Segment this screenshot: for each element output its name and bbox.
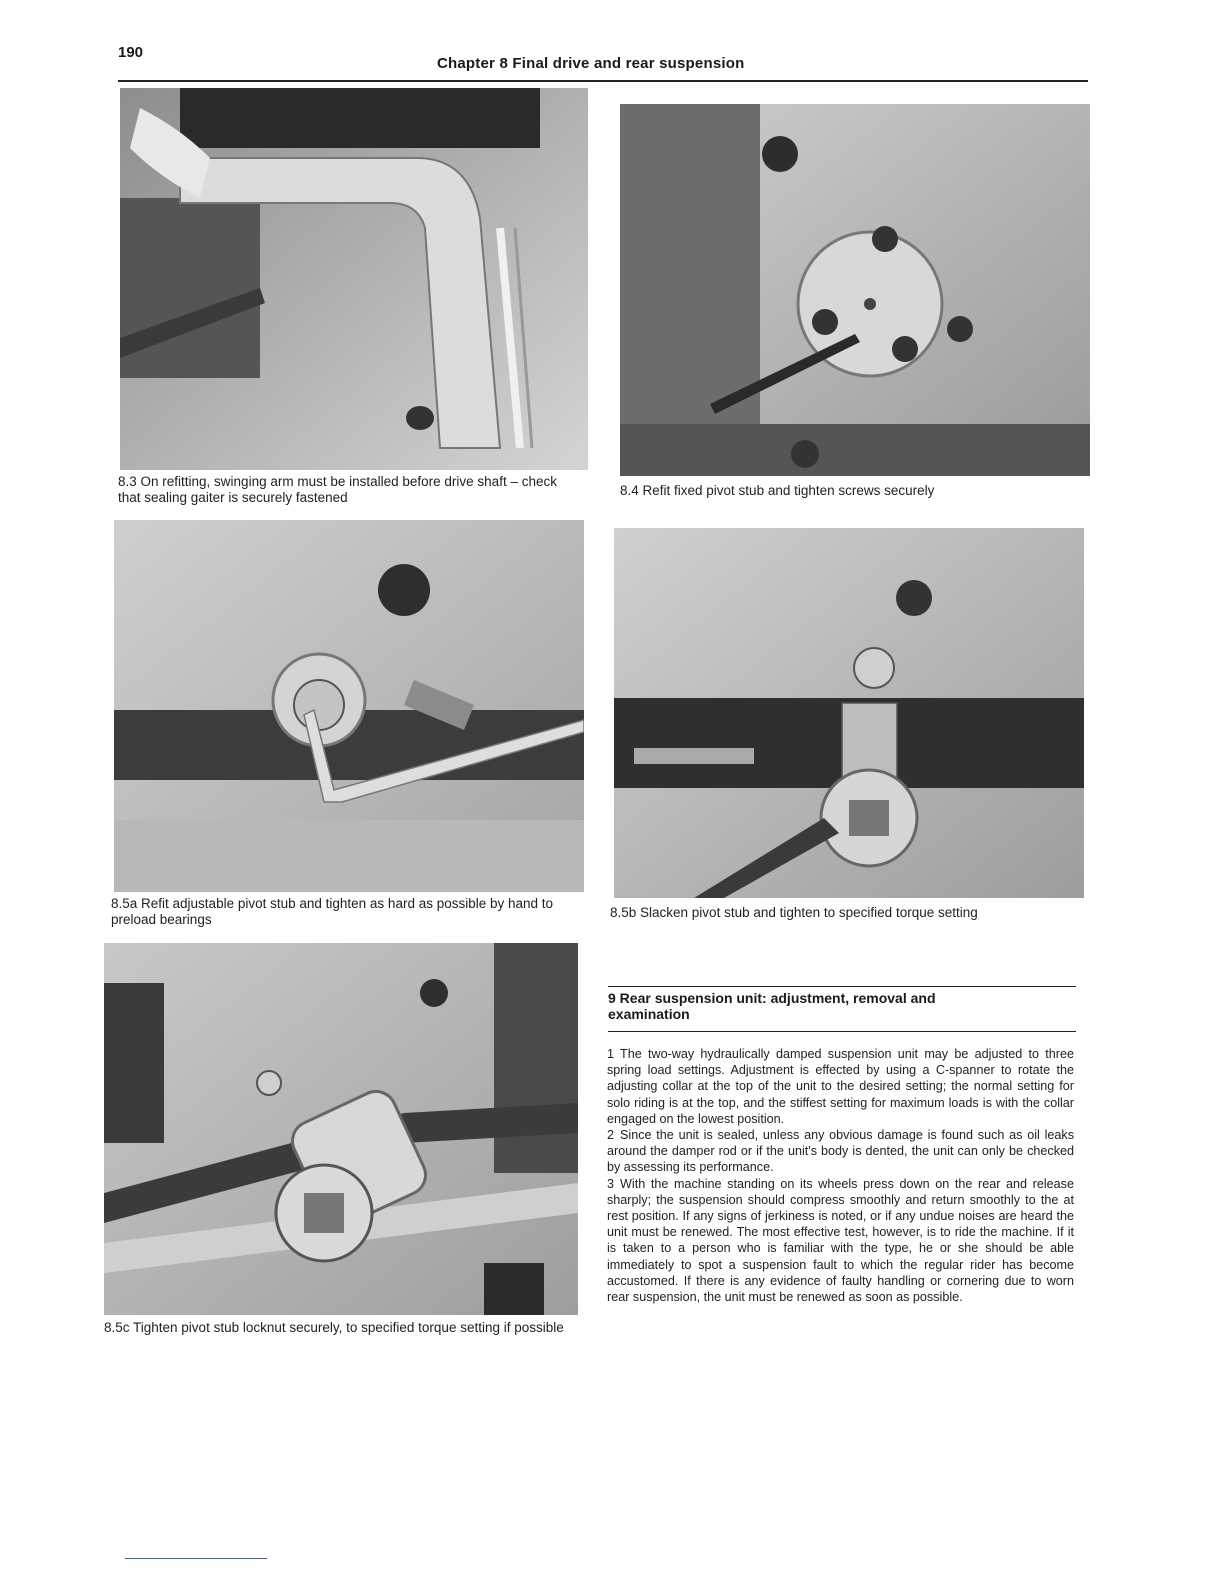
- header-rule: [118, 80, 1088, 82]
- paragraph-3: [607, 1176, 1074, 1306]
- caption-8-5a: 8.5a Refit adjustable pivot stub and tighten as hard as possible by hand to preload bearings: [111, 896, 554, 927]
- section-heading: 9 Rear suspension unit: adjustment, removal and examination: [608, 990, 936, 1022]
- paragraph-number: 1: [607, 1047, 615, 1061]
- photo-8-5b: [614, 528, 1084, 898]
- caption-8-5c: 8.5c Tighten pivot stub locknut securely, to specified torque setting if possible: [104, 1320, 564, 1335]
- paragraph-text: Since the unit is sealed, unless any obvious damage is found such as oil leaks around the damper rod or if the unit's body is dented, the unit can only be checked by assessing its performance.: [607, 1128, 1074, 1175]
- page-number: 190: [118, 44, 144, 61]
- caption-8-4: 8.4 Refit fixed pivot stub and tighten screws securely: [620, 483, 935, 498]
- section-bottom-rule: [608, 1031, 1076, 1032]
- paragraph-text: The two-way hydraulically damped suspension unit may be adjusted to three spring load settings. Adjustment is effected by using a C-spanner to rotate the adjusting collar at the top of the unit to the desired setting; the normal setting for solo riding is at the top, and the stiffest setting for maximum loads is with the collar engaged on the lowest position.: [607, 1047, 1074, 1126]
- section-body: [607, 1046, 1074, 1305]
- caption-8-3: 8.3 On refitting, swinging arm must be installed before drive shaft – check that sealing gaiter is securely fastened: [118, 474, 557, 505]
- photo-8-4: [620, 104, 1090, 476]
- footnote-rule: [125, 1558, 267, 1559]
- chapter-title: Chapter 8 Final drive and rear suspension: [437, 55, 745, 72]
- photo-8-3: [120, 88, 588, 470]
- paragraph-text: With the machine standing on its wheels press down on the rear and release sharply; the suspension should compress smoothly and return smoothly to the at rest position. If any signs of jerkiness is noted, or if any undue noises are heard the unit must be renewed. The most effective test, however, is to ride the machine. If it is taken to a person who is familiar with the type, he or she should be able immediately to spot a suspension fault to which the regular rider has become accustomed. If there is any evidence of faulty handling or cornering due to worn rear suspension, the unit must be renewed as soon as possible.: [607, 1176, 1074, 1305]
- caption-8-5b: 8.5b Slacken pivot stub and tighten to specified torque setting: [610, 905, 978, 920]
- section-top-rule: [608, 986, 1076, 987]
- photo-8-5a: [114, 520, 584, 892]
- paragraph-1: [607, 1046, 1074, 1127]
- photo-8-5c: [104, 943, 578, 1315]
- paragraph-number: 2: [607, 1128, 615, 1143]
- paragraph-2: [607, 1127, 1074, 1176]
- paragraph-number: 3: [607, 1176, 615, 1191]
